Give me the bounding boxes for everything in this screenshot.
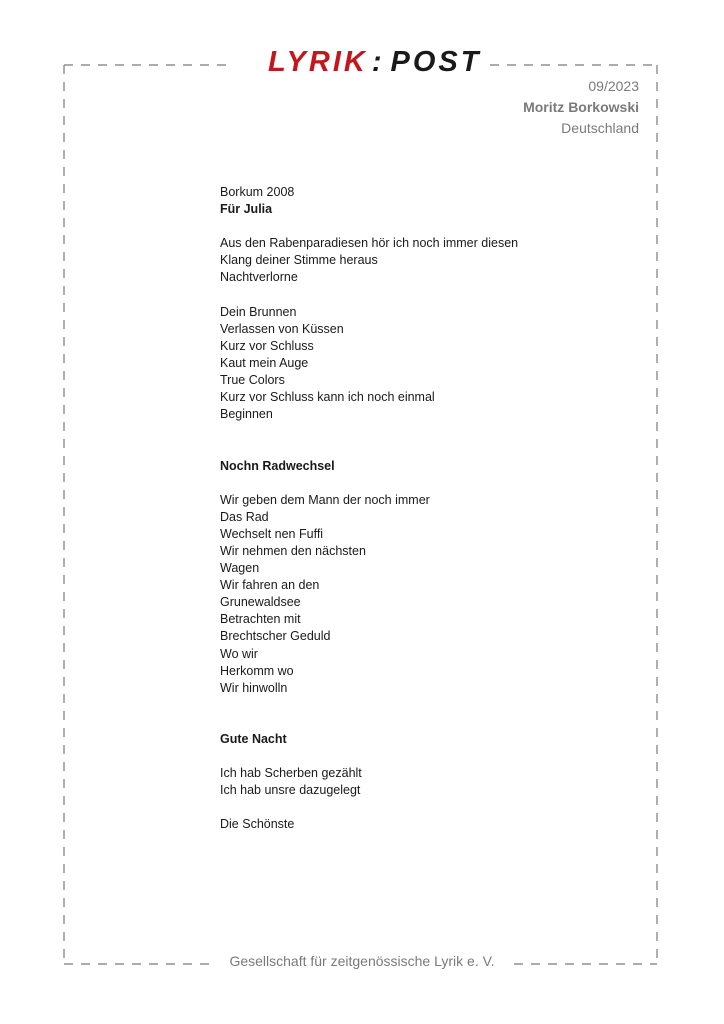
- lyrik-post-logo: [268, 44, 482, 80]
- poem-line: Wo wir: [220, 646, 258, 661]
- poems-body: [220, 184, 518, 834]
- poem-line: Wechselt nen Fuffi: [220, 526, 324, 541]
- issue-date: 09/2023: [588, 78, 639, 94]
- poem-line: Die Schönste: [220, 817, 295, 832]
- poem-pre-title: Borkum 2008: [220, 185, 295, 199]
- stanza: [220, 765, 518, 799]
- footer-publisher: Gesellschaft für zeitgenössische Lyrik e. V.: [229, 953, 495, 969]
- poem-line: Dein Brunnen: [220, 304, 297, 319]
- logo-colon: :: [371, 46, 385, 78]
- poem-line: Brechtscher Geduld: [220, 629, 331, 644]
- poem-line: Kaut mein Auge: [220, 355, 309, 370]
- poem: [220, 184, 518, 423]
- poem-line: Wagen: [220, 561, 260, 576]
- poem-title: Gute Nacht: [220, 732, 287, 746]
- poem-line: Aus den Rabenparadiesen hör ich noch immer diesen: [220, 236, 519, 251]
- poem-line: Kurz vor Schluss kann ich noch einmal: [220, 390, 435, 405]
- poem-line: Beginnen: [220, 407, 273, 422]
- poem: [220, 731, 518, 834]
- stanza: [220, 304, 518, 424]
- poem-line: Klang deiner Stimme heraus: [220, 253, 378, 268]
- poem-title: Nochn Radwechsel: [220, 458, 335, 473]
- poem-line: Verlassen von Küssen: [220, 321, 344, 336]
- poem-line: Nachtverlorne: [220, 270, 298, 285]
- poem-line: Wir geben dem Mann der noch immer: [220, 492, 430, 507]
- stanza: [220, 492, 518, 697]
- logo-post: POST: [390, 46, 482, 78]
- logo-lyrik: LYRIK: [268, 46, 368, 78]
- stanza: [220, 235, 518, 286]
- poem-line: Kurz vor Schluss: [220, 338, 314, 353]
- stanza: [220, 816, 518, 833]
- poem-line: Betrachten mit: [220, 612, 301, 627]
- poem-title: Für Julia: [220, 202, 273, 217]
- poem-line: Herkomm wo: [220, 663, 294, 678]
- poem-line: Wir nehmen den nächsten: [220, 543, 366, 558]
- poem-line: Wir hinwolln: [220, 680, 288, 695]
- poem-line: Das Rad: [220, 509, 269, 524]
- poem-line: Wir fahren an den: [220, 578, 320, 593]
- poem-line: Ich hab Scherben gezählt: [220, 766, 362, 781]
- document-meta: [523, 76, 639, 139]
- poem-line: Grunewaldsee: [220, 595, 301, 610]
- poem-line: True Colors: [220, 373, 285, 388]
- author-country: Deutschland: [561, 120, 639, 136]
- poem-line: Ich hab unsre dazugelegt: [220, 783, 361, 798]
- poem: [220, 458, 518, 697]
- author-name: Moritz Borkowski: [523, 99, 639, 115]
